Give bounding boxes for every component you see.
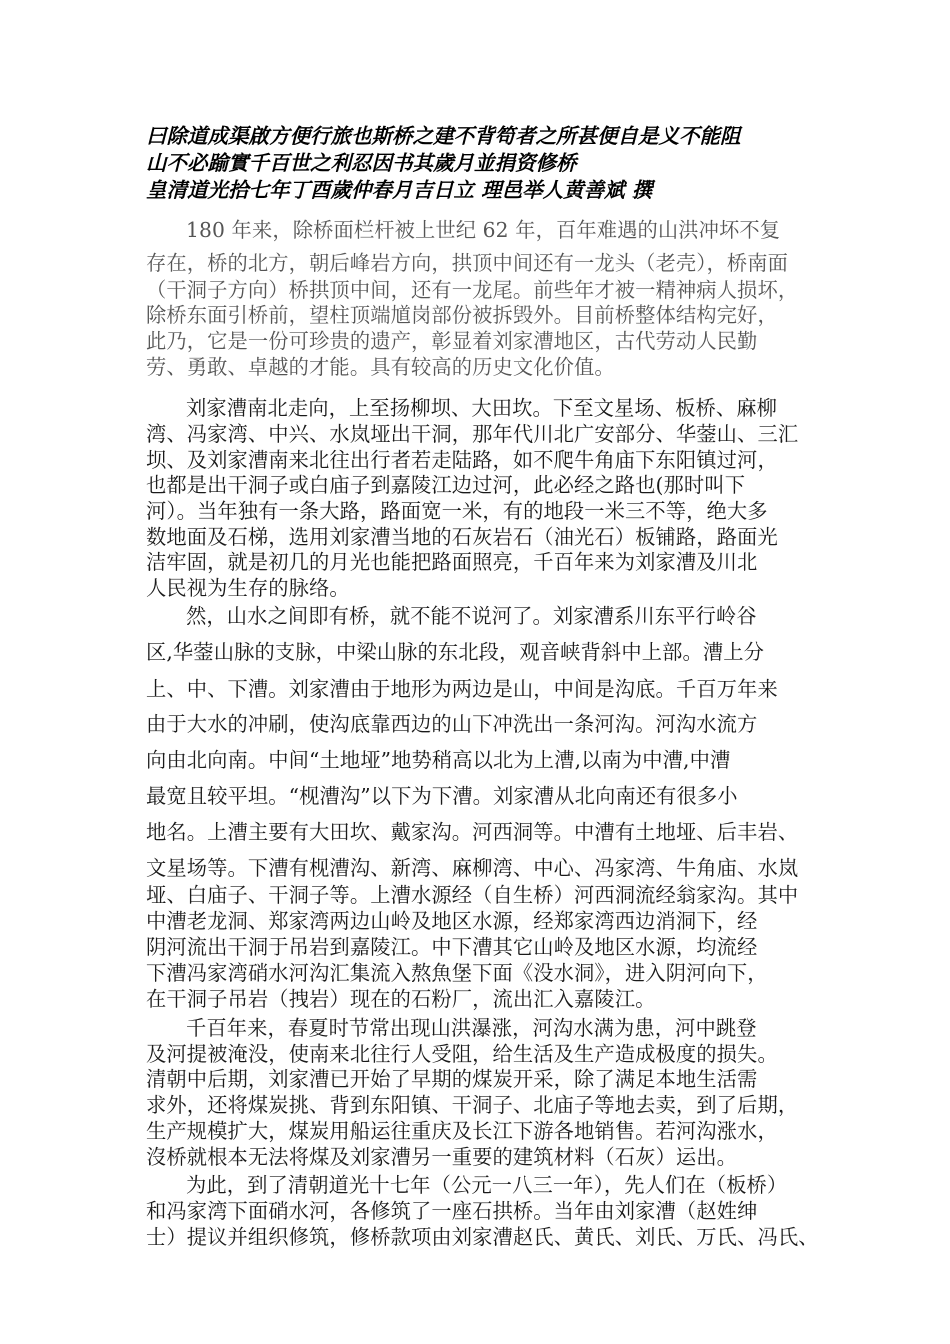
paragraph-line: 地名。上漕主要有大田坎、戴家沟。河西洞等。中漕有土地垭、后丰岩、 [146,820,799,844]
paragraph-line: 坝、及刘家漕南来北往出行者若走陆路，如不爬牛角庙下东阳镇过河， [146,448,778,472]
paragraph-line: 千百年来，春夏时节常出现山洪瀑涨，河沟水满为患，河中跳登 [186,1016,757,1040]
inscription-line-3: 皇清道光拾七年丁酉歲仲春月吉日立 理邑举人黄善斌 撰 [146,178,653,202]
inscription-line-2: 山不必踰實千百世之利忍因书其歲月並捐资修桥 [146,151,577,175]
inscription-line-1: 曰除道成渠啟方便行旅也斯桥之建不背笱者之所甚便自是义不能阻 [146,124,741,148]
paragraph-line: 由于大水的冲刷，使沟底靠西边的山下冲洗出一条河沟。河沟水流方 [146,712,758,736]
paragraph-line: 在干洞子吊岩（拽岩）现在的石粉厂，流出汇入嘉陵江。 [146,987,656,1011]
paragraph-line: 沒桥就根本无法将煤及刘家漕另一重要的建筑材料（石灰）运出。 [146,1145,738,1169]
paragraph-line: 数地面及石梯，选用刘家漕当地的石灰岩石（油光石）板铺路，路面光 [146,525,778,549]
paragraph-line: 生产规模扩大，煤炭用船运往重庆及长江下游各地销售。若河沟涨水， [146,1119,778,1143]
paragraph-line: 最宽且较平坦。“枧漕沟”以下为下漕。刘家漕从北向南还有很多小 [146,784,738,808]
paragraph-line: 求外，还将煤炭挑、背到东阳镇、干洞子、北庙子等地去卖，到了后期， [146,1093,799,1117]
paragraph-line: 也都是出干洞子或白庙子到嘉陵江边过河，此必经之路也(那时叫下 [146,473,746,497]
paragraph-line: 洁牢固，就是初几的月光也能把路面照亮，千百年来为刘家漕及川北 [146,550,758,574]
paragraph-line: 除桥东面引桥前，望柱顶端馗岗部份被拆毁外。目前桥整体结构完好， [146,303,778,327]
paragraph-line: 存在，桥的北方，朝后峰岩方向，拱顶中间还有一龙头（老壳），桥南面 [146,251,789,275]
paragraph-line: 下漕冯家湾硝水河沟汇集流入熬魚堡下面《没水洞》，进入阴河向下， [146,961,768,985]
paragraph-line: 清朝中后期，刘家漕已开始了早期的煤炭开采，除了满足本地生活需 [146,1067,758,1091]
paragraph-line: 然，山水之间即有桥，就不能不说河了。刘家漕系川东平行岭谷 [186,604,757,628]
paragraph-line: 士）提议并组织修筑，修桥款项由刘家漕赵氏、黄氏、刘氏、万氏、冯氏、 [146,1225,819,1249]
paragraph-line: 刘家漕南北走向，上至扬柳坝、大田坎。下至文星场、板桥、麻柳 [186,396,778,420]
paragraph-line: 劳、勇敢、卓越的才能。具有较高的历史文化价值。 [146,355,615,379]
paragraph-line: 湾、冯家湾、中兴、水岚垭出干洞，那年代川北广安部分、华蓥山、三汇 [146,422,799,446]
paragraph-line: 中漕老龙洞、郑家湾两边山岭及地区水源，经郑家湾西边消洞下，经 [146,909,758,933]
paragraph-line: 180 年来，除桥面栏杆被上世纪 62 年，百年难遇的山洪冲坏不复 [186,218,781,242]
paragraph-line: 此乃，它是一份可珍贵的遗产，彰显着刘家漕地区，古代劳动人民勤 [146,329,758,353]
paragraph-line: 和冯家湾下面硝水河，各修筑了一座石拱桥。当年由刘家漕（赵姓绅 [146,1199,758,1223]
paragraph-line: 垭、白庙子、干洞子等。上漕水源经（自生桥）河西洞流经翁家沟。其中 [146,883,799,907]
paragraph-line: 向由北向南。中间“土地垭”地势稍高以北为上漕,以南为中漕,中漕 [146,748,731,772]
paragraph-line: 及河提被淹没，使南来北往行人受阻，给生活及生产造成极度的损失。 [146,1042,778,1066]
paragraph-line: 为此，到了清朝道光十七年（公元一八三一年），先人们在（板桥） [186,1173,788,1197]
paragraph-line: 上、中、下漕。刘家漕由于地形为两边是山，中间是沟底。千百万年来 [146,677,778,701]
paragraph-line: 区,华蓥山脉的支脉，中梁山脉的东北段，观音峡背斜中上部。漕上分 [146,640,764,664]
paragraph-line: 人民视为生存的脉络。 [146,576,350,600]
paragraph-line: （干洞子方向）桥拱顶中间，还有一龙尾。前些年才被一精神病人损坏， [146,278,799,302]
paragraph-line: 阴河流出干洞于吊岩到嘉陵江。中下漕其它山岭及地区水源，均流经 [146,935,758,959]
paragraph-line: 河）。当年独有一条大路，路面宽一米，有的地段一米三不等，绝大多 [146,499,768,523]
paragraph-line: 文星场等。下漕有枧漕沟、新湾、麻柳湾、中心、冯家湾、牛角庙、水岚 [146,856,799,880]
